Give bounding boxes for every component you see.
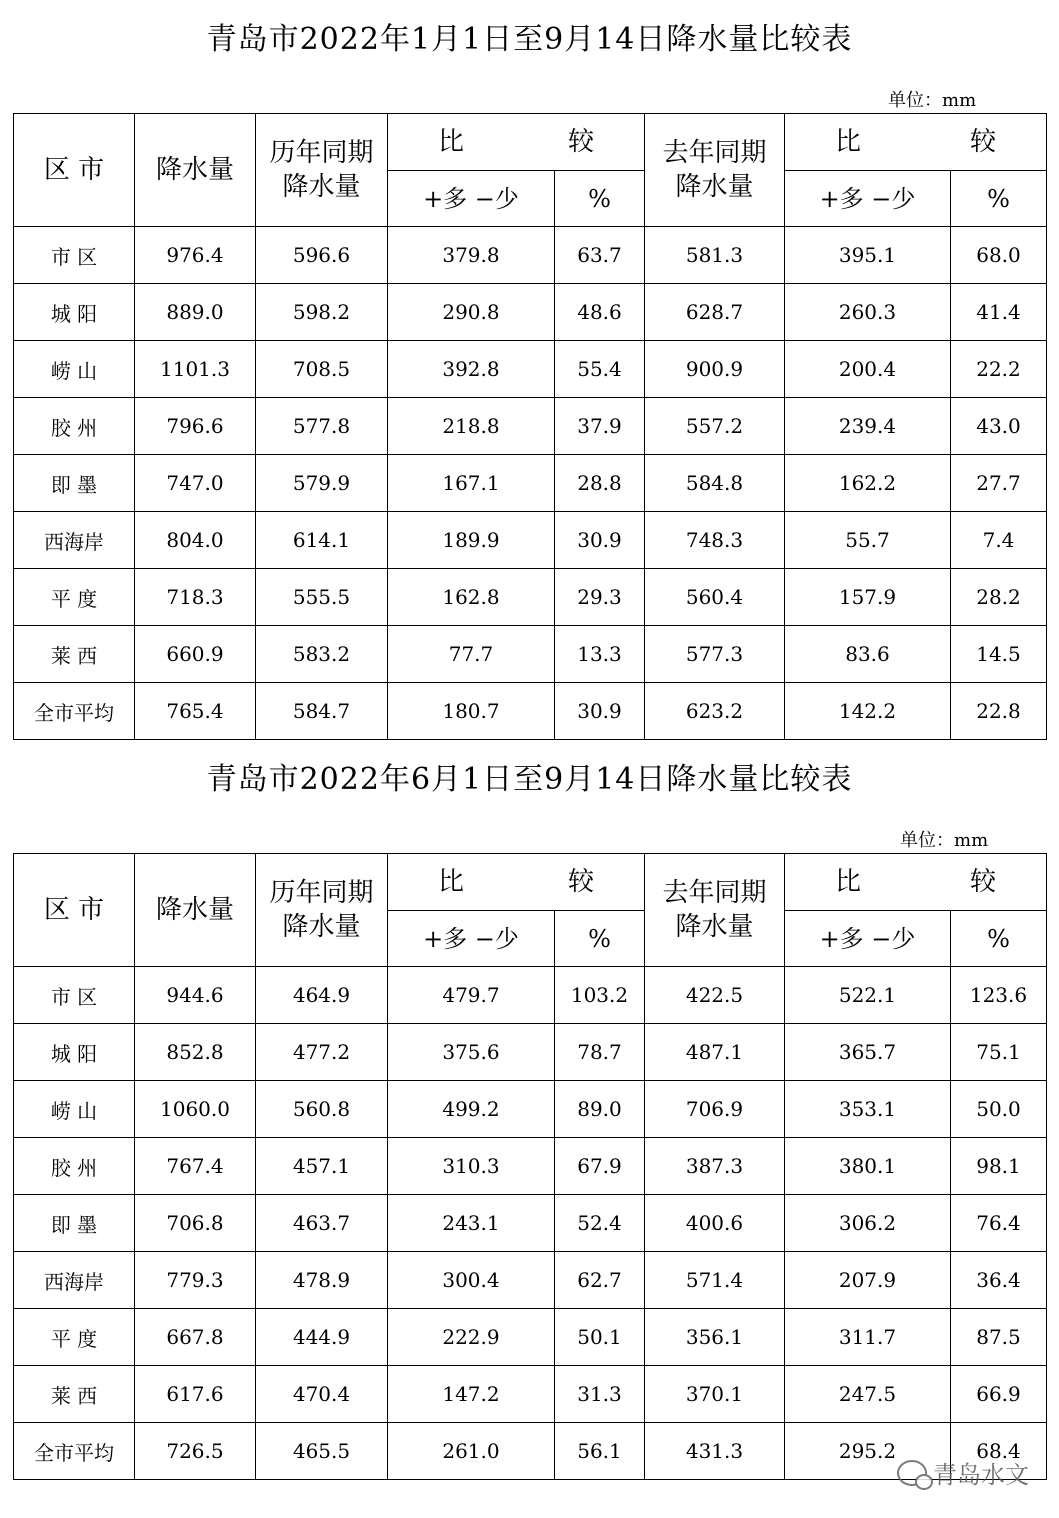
table-row	[14, 967, 1047, 1024]
table-row	[14, 341, 1047, 398]
table-cell: 平 度	[14, 569, 135, 626]
table-cell: 353.1	[785, 1081, 951, 1138]
table-cell: 463.7	[256, 1195, 388, 1252]
table-row	[14, 569, 1047, 626]
table-cell: 1101.3	[135, 341, 256, 398]
table-cell: 即 墨	[14, 1195, 135, 1252]
table-cell: 487.1	[645, 1024, 785, 1081]
table-cell: 87.5	[951, 1309, 1047, 1366]
table-cell: 804.0	[135, 512, 256, 569]
table-cell: 189.9	[388, 512, 555, 569]
table-cell: 98.1	[951, 1138, 1047, 1195]
table-cell: 796.6	[135, 398, 256, 455]
table-cell: 89.0	[555, 1081, 645, 1138]
table-cell: 胶 州	[14, 398, 135, 455]
table-cell: 即 墨	[14, 455, 135, 512]
table-cell: 123.6	[951, 967, 1047, 1024]
table-cell: 667.8	[135, 1309, 256, 1366]
table-cell: 748.3	[645, 512, 785, 569]
header-compare-last-year	[785, 114, 1047, 171]
table-cell: 395.1	[785, 227, 951, 284]
table-cell: 560.8	[256, 1081, 388, 1138]
compare-left-label: 比	[835, 127, 862, 157]
header-percent: %	[555, 171, 645, 227]
table-cell: 66.9	[951, 1366, 1047, 1423]
table-cell: 207.9	[785, 1252, 951, 1309]
table-cell: 387.3	[645, 1138, 785, 1195]
table-cell: 22.8	[951, 683, 1047, 740]
table-cell: 36.4	[951, 1252, 1047, 1309]
table-cell: 596.6	[256, 227, 388, 284]
table-row	[14, 1423, 1047, 1480]
table-row	[14, 1081, 1047, 1138]
table-cell: 222.9	[388, 1309, 555, 1366]
table-cell: 708.5	[256, 341, 388, 398]
table-cell: 157.9	[785, 569, 951, 626]
table-cell: 41.4	[951, 284, 1047, 341]
table-cell: 55.7	[785, 512, 951, 569]
table-cell: 422.5	[645, 967, 785, 1024]
table-cell: 499.2	[388, 1081, 555, 1138]
table-cell: 623.2	[645, 683, 785, 740]
table-cell: 1060.0	[135, 1081, 256, 1138]
table-cell: 370.1	[645, 1366, 785, 1423]
table-cell: 767.4	[135, 1138, 256, 1195]
table-cell: 27.7	[951, 455, 1047, 512]
table-row	[14, 1252, 1047, 1309]
table-row	[14, 455, 1047, 512]
table-cell: 247.5	[785, 1366, 951, 1423]
table-cell: 103.2	[555, 967, 645, 1024]
table-row	[14, 683, 1047, 740]
table-cell: 162.8	[388, 569, 555, 626]
table-cell: 莱 西	[14, 626, 135, 683]
table-row	[14, 626, 1047, 683]
table-cell: 779.3	[135, 1252, 256, 1309]
table-cell: 614.1	[256, 512, 388, 569]
table-cell: 180.7	[388, 683, 555, 740]
table-cell: 城 阳	[14, 284, 135, 341]
header-percent: %	[555, 911, 645, 967]
table-row	[14, 398, 1047, 455]
table-cell: 306.2	[785, 1195, 951, 1252]
table-cell: 75.1	[951, 1024, 1047, 1081]
table-cell: 30.9	[555, 683, 645, 740]
table-cell: 581.3	[645, 227, 785, 284]
unit-label-2: 单位：mm	[900, 830, 989, 851]
table-cell: 西海岸	[14, 512, 135, 569]
table-cell: 莱 西	[14, 1366, 135, 1423]
table-cell: 西海岸	[14, 1252, 135, 1309]
table-title-2: 青岛市2022年6月1日至9月14日降水量比较表	[206, 762, 853, 797]
header-compare-historical	[388, 854, 645, 911]
table-cell: 142.2	[785, 683, 951, 740]
table-cell: 261.0	[388, 1423, 555, 1480]
table-cell: 976.4	[135, 227, 256, 284]
compare-right-label: 较	[969, 127, 996, 157]
table-row	[14, 1195, 1047, 1252]
table-cell: 全市平均	[14, 683, 135, 740]
table-cell: 14.5	[951, 626, 1047, 683]
table-cell: 68.4	[951, 1423, 1047, 1480]
table-cell: 78.7	[555, 1024, 645, 1081]
table-cell: 465.5	[256, 1423, 388, 1480]
table-cell: 431.3	[645, 1423, 785, 1480]
table-cell: 76.4	[951, 1195, 1047, 1252]
table-cell: 311.7	[785, 1309, 951, 1366]
table-cell: 62.7	[555, 1252, 645, 1309]
table-cell: 555.5	[256, 569, 388, 626]
table-cell: 83.6	[785, 626, 951, 683]
table-cell: 444.9	[256, 1309, 388, 1366]
table-cell: 400.6	[645, 1195, 785, 1252]
header-historical: 历年同期降水量	[256, 114, 388, 227]
table-cell: 43.0	[951, 398, 1047, 455]
table-cell: 城 阳	[14, 1024, 135, 1081]
table-cell: 660.9	[135, 626, 256, 683]
table-cell: 464.9	[256, 967, 388, 1024]
table-cell: 167.1	[388, 455, 555, 512]
table-cell: 584.8	[645, 455, 785, 512]
table-cell: 557.2	[645, 398, 785, 455]
header-rainfall: 降水量	[135, 854, 256, 967]
table-cell: 77.7	[388, 626, 555, 683]
table-cell: 22.2	[951, 341, 1047, 398]
table-cell: 598.2	[256, 284, 388, 341]
table-cell: 379.8	[388, 227, 555, 284]
table-cell: 50.1	[555, 1309, 645, 1366]
header-last-year: 去年同期降水量	[645, 114, 785, 227]
table-cell: 63.7	[555, 227, 645, 284]
table-cell: 365.7	[785, 1024, 951, 1081]
table-cell: 560.4	[645, 569, 785, 626]
table-cell: 375.6	[388, 1024, 555, 1081]
table-cell: 52.4	[555, 1195, 645, 1252]
table-cell: 310.3	[388, 1138, 555, 1195]
wechat-icon	[897, 1460, 927, 1486]
table-row	[14, 1024, 1047, 1081]
table-cell: 平 度	[14, 1309, 135, 1366]
table-cell: 718.3	[135, 569, 256, 626]
table-row	[14, 512, 1047, 569]
watermark-text: 青岛水文	[933, 1461, 1029, 1489]
table-cell: 260.3	[785, 284, 951, 341]
table-cell: 470.4	[256, 1366, 388, 1423]
table-cell: 37.9	[555, 398, 645, 455]
table-cell: 239.4	[785, 398, 951, 455]
compare-right-label: 较	[567, 867, 594, 897]
table-cell: 市 区	[14, 967, 135, 1024]
table-cell: 706.9	[645, 1081, 785, 1138]
table-cell: 392.8	[388, 341, 555, 398]
table-cell: 300.4	[388, 1252, 555, 1309]
table-cell: 571.4	[645, 1252, 785, 1309]
table-cell: 胶 州	[14, 1138, 135, 1195]
unit-label-1: 单位：mm	[888, 90, 977, 111]
table-cell: 577.8	[256, 398, 388, 455]
header-percent: %	[951, 171, 1047, 227]
table-cell: 162.2	[785, 455, 951, 512]
table-cell: 30.9	[555, 512, 645, 569]
table-cell: 583.2	[256, 626, 388, 683]
table-cell: 13.3	[555, 626, 645, 683]
table-cell: 584.7	[256, 683, 388, 740]
table-cell: 944.6	[135, 967, 256, 1024]
header-more-less: +多 −少	[785, 911, 951, 967]
table-cell: 7.4	[951, 512, 1047, 569]
table-cell: 55.4	[555, 341, 645, 398]
table-cell: 全市平均	[14, 1423, 135, 1480]
header-region: 区 市	[14, 854, 135, 967]
table-cell: 31.3	[555, 1366, 645, 1423]
table-cell: 67.9	[555, 1138, 645, 1195]
compare-left-label: 比	[438, 867, 465, 897]
table-cell: 市 区	[14, 227, 135, 284]
table-cell: 崂 山	[14, 341, 135, 398]
header-more-less: +多 −少	[785, 171, 951, 227]
table-cell: 747.0	[135, 455, 256, 512]
table-cell: 628.7	[645, 284, 785, 341]
table-cell: 243.1	[388, 1195, 555, 1252]
compare-right-label: 较	[567, 127, 594, 157]
table-cell: 147.2	[388, 1366, 555, 1423]
table-cell: 56.1	[555, 1423, 645, 1480]
table-cell: 579.9	[256, 455, 388, 512]
table-cell: 765.4	[135, 683, 256, 740]
table-row	[14, 227, 1047, 284]
table-cell: 48.6	[555, 284, 645, 341]
table-row	[14, 1138, 1047, 1195]
table-cell: 50.0	[951, 1081, 1047, 1138]
table-cell: 478.9	[256, 1252, 388, 1309]
watermark	[897, 1455, 1029, 1490]
table-cell: 295.2	[785, 1423, 951, 1480]
table-cell: 200.4	[785, 341, 951, 398]
table-cell: 577.3	[645, 626, 785, 683]
table-cell: 29.3	[555, 569, 645, 626]
table-cell: 617.6	[135, 1366, 256, 1423]
table-cell: 457.1	[256, 1138, 388, 1195]
table-cell: 726.5	[135, 1423, 256, 1480]
table-cell: 900.9	[645, 341, 785, 398]
compare-left-label: 比	[835, 867, 862, 897]
header-more-less: +多 −少	[388, 911, 555, 967]
table-cell: 479.7	[388, 967, 555, 1024]
rainfall-table-2	[13, 853, 1047, 1480]
table-row	[14, 284, 1047, 341]
table-row	[14, 1366, 1047, 1423]
table-row	[14, 1309, 1047, 1366]
table-cell: 380.1	[785, 1138, 951, 1195]
table-cell: 852.8	[135, 1024, 256, 1081]
header-historical: 历年同期降水量	[256, 854, 388, 967]
compare-left-label: 比	[438, 127, 465, 157]
table-cell: 706.8	[135, 1195, 256, 1252]
table-cell: 290.8	[388, 284, 555, 341]
table-title-1: 青岛市2022年1月1日至9月14日降水量比较表	[206, 22, 853, 57]
header-last-year: 去年同期降水量	[645, 854, 785, 967]
table-cell: 889.0	[135, 284, 256, 341]
table-cell: 28.8	[555, 455, 645, 512]
header-more-less: +多 −少	[388, 171, 555, 227]
header-region: 区 市	[14, 114, 135, 227]
table-cell: 356.1	[645, 1309, 785, 1366]
compare-right-label: 较	[969, 867, 996, 897]
header-compare-historical	[388, 114, 645, 171]
header-compare-last-year	[785, 854, 1047, 911]
table-cell: 522.1	[785, 967, 951, 1024]
table-cell: 崂 山	[14, 1081, 135, 1138]
header-rainfall: 降水量	[135, 114, 256, 227]
table-cell: 28.2	[951, 569, 1047, 626]
header-percent: %	[951, 911, 1047, 967]
rainfall-table-1	[13, 113, 1047, 740]
table-cell: 68.0	[951, 227, 1047, 284]
table-cell: 218.8	[388, 398, 555, 455]
table-cell: 477.2	[256, 1024, 388, 1081]
